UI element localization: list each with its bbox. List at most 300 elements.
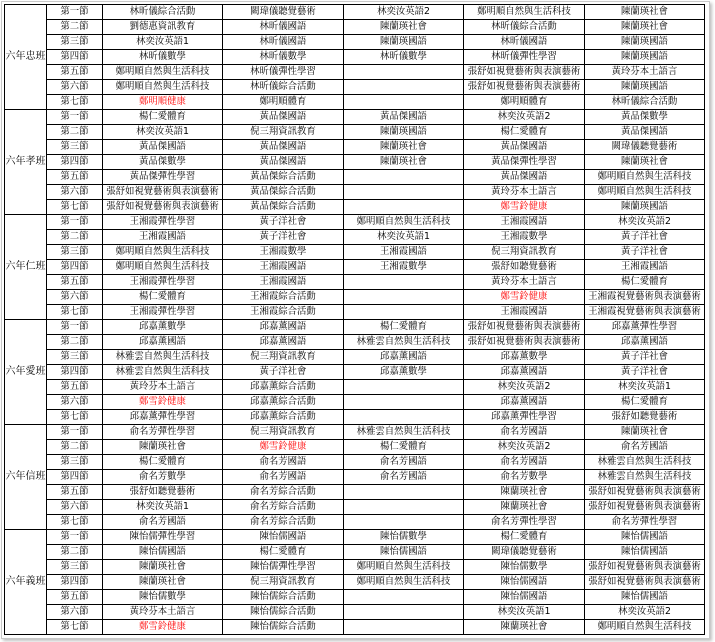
schedule-row [5,95,705,110]
lesson-cell: 劉德惠資訊教育 [103,20,223,35]
schedule-row [5,125,705,140]
lesson-cell [344,590,464,605]
period-cell: 第五節 [47,170,103,185]
period-cell: 第四節 [47,575,103,590]
lesson-cell: 陳蘭瑛社會 [585,20,705,35]
schedule-row [5,530,705,545]
lesson-cell: 陳怡儒彈性學習 [223,560,344,575]
lesson-cell: 林昕儀綜合活動 [585,95,705,110]
lesson-cell: 林奕汝英語1 [103,35,223,50]
lesson-cell: 楊仁愛體育 [464,530,585,545]
lesson-cell: 邱嘉薰國語 [585,335,705,350]
lesson-cell: 張舒如視覺藝術與表演藝術 [464,335,585,350]
lesson-cell: 邱嘉薰國語 [464,395,585,410]
lesson-cell: 陳蘭瑛社會 [103,440,223,455]
lesson-cell: 楊仁愛體育 [344,440,464,455]
lesson-cell [344,410,464,425]
schedule-row [5,605,705,620]
schedule-row [5,545,705,560]
lesson-cell [344,185,464,200]
lesson-cell: 陳怡儒國語 [344,545,464,560]
lesson-cell: 鄭明順自然與生活科技 [103,80,223,95]
lesson-cell: 張舒如視覺藝術與表演藝術 [464,80,585,95]
lesson-cell [344,395,464,410]
lesson-cell: 林昕儀綜合活動 [464,20,585,35]
period-cell: 第三節 [47,245,103,260]
schedule-body [5,5,705,635]
lesson-cell: 鄭明順自然與生活科技 [344,215,464,230]
lesson-cell: 鄭雪鈴健康 [103,395,223,410]
lesson-cell [344,500,464,515]
lesson-cell: 俞名芳國語 [223,455,344,470]
lesson-cell: 楊仁愛體育 [103,290,223,305]
period-cell: 第二節 [47,20,103,35]
lesson-cell: 陳怡儒國語 [103,545,223,560]
lesson-cell [344,620,464,635]
lesson-cell: 林昕儀國語 [223,35,344,50]
lesson-cell: 張舒如視覺藝術與表演藝術 [103,200,223,215]
lesson-cell: 林奕汝英語1 [464,605,585,620]
schedule-row [5,485,705,500]
lesson-cell: 闕瑋儀聽覺藝術 [223,5,344,20]
class-name-cell: 六年信班 [5,425,47,530]
period-cell: 第五節 [47,65,103,80]
lesson-cell: 鄭雪鈴健康 [103,620,223,635]
schedule-row [5,620,705,635]
period-cell: 第六節 [47,185,103,200]
lesson-cell: 黃玲芬本土語言 [464,185,585,200]
lesson-cell: 王湘霞數學 [223,245,344,260]
schedule-row [5,560,705,575]
period-cell: 第三節 [47,35,103,50]
schedule-row [5,335,705,350]
lesson-cell: 陳蘭瑛國語 [585,200,705,215]
lesson-cell: 黃品傑國語 [223,155,344,170]
lesson-cell: 邱嘉薰國語 [103,335,223,350]
lesson-cell: 林奕汝英語1 [103,125,223,140]
lesson-cell: 鄭雪鈴健康 [223,440,344,455]
lesson-cell: 林昕儀綜合活動 [103,5,223,20]
lesson-cell: 林昕儀彈性學習 [464,50,585,65]
lesson-cell: 張舒如視覺藝術與表演藝術 [585,485,705,500]
lesson-cell: 鄭明順自然與生活科技 [585,185,705,200]
lesson-cell: 鄭雪鈴健康 [464,290,585,305]
lesson-cell: 黃子洋社會 [223,365,344,380]
schedule-row [5,425,705,440]
period-cell: 第六節 [47,395,103,410]
lesson-cell: 陳怡儒國語 [223,530,344,545]
lesson-cell: 鄭明順自然與生活科技 [464,5,585,20]
schedule-row [5,305,705,320]
period-cell: 第四節 [47,260,103,275]
lesson-cell: 陳蘭瑛國語 [585,80,705,95]
lesson-cell: 黃品傑彈性學習 [103,170,223,185]
lesson-cell: 俞名芳綜合活動 [223,500,344,515]
lesson-cell: 陳蘭瑛國語 [344,35,464,50]
period-cell: 第六節 [47,80,103,95]
class-name-cell: 六年忠班 [5,5,47,110]
schedule-row [5,365,705,380]
lesson-cell: 林奕汝英語1 [585,380,705,395]
lesson-cell: 邱嘉薰數學 [103,320,223,335]
period-cell: 第五節 [47,485,103,500]
period-cell: 第五節 [47,275,103,290]
lesson-cell: 張舒如視覺藝術與表演藝術 [585,575,705,590]
lesson-cell: 鄭明順自然與生活科技 [103,260,223,275]
lesson-cell: 倪三翔資訊教育 [223,575,344,590]
lesson-cell: 林雅雲自然與生活科技 [103,350,223,365]
period-cell: 第二節 [47,545,103,560]
lesson-cell: 黃子洋社會 [585,365,705,380]
lesson-cell: 邱嘉薰數學 [464,350,585,365]
schedule-row [5,455,705,470]
lesson-cell: 王湘霞國語 [585,260,705,275]
schedule-row [5,230,705,245]
lesson-cell: 邱嘉薰國語 [464,365,585,380]
lesson-cell: 林昕儀國語 [223,20,344,35]
lesson-cell: 俞名芳彈性學習 [464,515,585,530]
lesson-cell: 張舒如聽覺藝術 [464,260,585,275]
lesson-cell: 楊仁愛體育 [103,110,223,125]
lesson-cell: 林奕汝英語2 [464,440,585,455]
lesson-cell: 俞名芳國語 [585,440,705,455]
lesson-cell: 林奕汝英語2 [585,215,705,230]
lesson-cell: 王湘霞國語 [344,245,464,260]
lesson-cell: 王湘霞綜合活動 [223,305,344,320]
lesson-cell: 黃品傑國語 [464,170,585,185]
lesson-cell: 黃品傑國語 [585,125,705,140]
lesson-cell: 王湘霞彈性學習 [103,305,223,320]
class-name-cell: 六年孝班 [5,110,47,215]
schedule-row [5,500,705,515]
lesson-cell: 黃子洋社會 [585,245,705,260]
lesson-cell: 楊仁愛體育 [103,455,223,470]
schedule-row [5,575,705,590]
schedule-row [5,515,705,530]
period-cell: 第一節 [47,425,103,440]
lesson-cell: 林昕儀數學 [103,50,223,65]
lesson-cell: 張舒如聽覺藝術 [585,410,705,425]
period-cell: 第一節 [47,530,103,545]
lesson-cell: 俞名芳國語 [464,425,585,440]
period-cell: 第六節 [47,290,103,305]
lesson-cell: 俞名芳綜合活動 [223,515,344,530]
lesson-cell: 林奕汝英語1 [103,500,223,515]
lesson-cell: 陳蘭瑛社會 [103,560,223,575]
lesson-cell: 王湘霞數學 [344,260,464,275]
lesson-cell: 張舒如視覺藝術與表演藝術 [585,560,705,575]
lesson-cell: 王湘霞國語 [103,230,223,245]
lesson-cell: 俞名芳數學 [464,470,585,485]
lesson-cell: 倪三翔資訊教育 [223,350,344,365]
lesson-cell: 楊仁愛體育 [223,545,344,560]
lesson-cell: 倪三翔資訊教育 [223,125,344,140]
lesson-cell: 陳蘭瑛社會 [464,485,585,500]
lesson-cell: 闕瑋儀聽覺藝術 [464,545,585,560]
lesson-cell: 王湘霞彈性學習 [103,275,223,290]
lesson-cell: 黃品傑國語 [223,140,344,155]
schedule-row [5,320,705,335]
schedule-row [5,155,705,170]
lesson-cell: 黃品傑數學 [103,155,223,170]
lesson-cell: 陳蘭瑛社會 [585,155,705,170]
lesson-cell: 陳怡儒數學 [464,560,585,575]
period-cell: 第四節 [47,50,103,65]
lesson-cell: 王湘霞數學 [464,230,585,245]
lesson-cell: 陳怡儒國語 [585,590,705,605]
schedule-row [5,185,705,200]
lesson-cell: 邱嘉薰彈性學習 [585,320,705,335]
lesson-cell: 張舒如聽覺藝術 [103,485,223,500]
lesson-cell [344,95,464,110]
lesson-cell: 邱嘉薰國語 [344,350,464,365]
lesson-cell: 林雅雲自然與生活科技 [585,455,705,470]
lesson-cell: 倪三翔資訊教育 [464,245,585,260]
lesson-cell [344,80,464,95]
schedule-row [5,20,705,35]
lesson-cell [344,485,464,500]
lesson-cell: 邱嘉薰國語 [223,320,344,335]
lesson-cell: 林雅雲自然與生活科技 [585,470,705,485]
lesson-cell [344,380,464,395]
period-cell: 第七節 [47,200,103,215]
lesson-cell: 鄭明順體育 [223,95,344,110]
lesson-cell: 黃品傑綜合活動 [223,200,344,215]
lesson-cell: 林雅雲自然與生活科技 [103,365,223,380]
period-cell: 第二節 [47,440,103,455]
period-cell: 第三節 [47,140,103,155]
class-name-cell: 六年義班 [5,530,47,635]
lesson-cell: 黃子洋社會 [223,230,344,245]
lesson-cell: 王湘霞視覺藝術與表演藝術 [585,305,705,320]
lesson-cell: 林雅雲自然與生活科技 [344,335,464,350]
lesson-cell: 黃子洋社會 [585,230,705,245]
period-cell: 第四節 [47,365,103,380]
lesson-cell: 林奕汝英語2 [344,5,464,20]
period-cell: 第七節 [47,305,103,320]
lesson-cell: 邱嘉薰數學 [344,365,464,380]
schedule-row [5,275,705,290]
period-cell: 第二節 [47,335,103,350]
lesson-cell: 王湘霞國語 [223,260,344,275]
lesson-cell: 陳蘭瑛社會 [103,575,223,590]
schedule-row [5,380,705,395]
lesson-cell: 陳蘭瑛國語 [344,125,464,140]
period-cell: 第七節 [47,410,103,425]
lesson-cell: 邱嘉薰彈性學習 [464,410,585,425]
lesson-cell: 黃品傑彈性學習 [464,155,585,170]
lesson-cell: 俞名芳國語 [223,470,344,485]
lesson-cell: 陳怡儒國語 [464,590,585,605]
lesson-cell: 俞名芳國語 [103,515,223,530]
lesson-cell: 陳怡儒綜合活動 [223,620,344,635]
lesson-cell: 鄭明順自然與生活科技 [103,245,223,260]
lesson-cell: 林奕汝英語2 [585,605,705,620]
lesson-cell: 俞名芳彈性學習 [103,425,223,440]
schedule-row [5,215,705,230]
lesson-cell: 楊仁愛體育 [585,275,705,290]
schedule-row [5,110,705,125]
period-cell: 第一節 [47,110,103,125]
lesson-cell: 陳蘭瑛社會 [344,20,464,35]
lesson-cell: 鄭雪鈴健康 [464,200,585,215]
schedule-row [5,290,705,305]
lesson-cell: 林昕儀綜合活動 [223,80,344,95]
lesson-cell: 陳怡儒綜合活動 [223,605,344,620]
lesson-cell: 俞名芳彈性學習 [585,515,705,530]
lesson-cell: 張舒如視覺藝術與表演藝術 [103,185,223,200]
lesson-cell [344,170,464,185]
lesson-cell: 陳蘭瑛國語 [585,35,705,50]
lesson-cell: 俞名芳國語 [464,455,585,470]
lesson-cell: 王湘霞國語 [464,215,585,230]
lesson-cell: 邱嘉薰綜合活動 [223,380,344,395]
lesson-cell: 鄭明順自然與生活科技 [344,575,464,590]
schedule-row [5,245,705,260]
lesson-cell: 林奕汝英語1 [344,230,464,245]
lesson-cell: 鄭明順自然與生活科技 [585,170,705,185]
lesson-cell: 王湘霞視覺藝術與表演藝術 [585,290,705,305]
lesson-cell: 邱嘉薰彈性學習 [103,410,223,425]
lesson-cell: 黃品傑綜合活動 [223,185,344,200]
lesson-cell: 邱嘉薰綜合活動 [223,395,344,410]
schedule-row [5,590,705,605]
lesson-cell: 黃玲芬本土語言 [103,380,223,395]
period-cell: 第六節 [47,605,103,620]
period-cell: 第二節 [47,230,103,245]
lesson-cell: 黃玲芬本土語言 [103,605,223,620]
lesson-cell: 陳蘭瑛社會 [344,140,464,155]
period-cell: 第三節 [47,455,103,470]
lesson-cell: 林昕儀國語 [464,35,585,50]
period-cell: 第七節 [47,515,103,530]
period-cell: 第五節 [47,380,103,395]
lesson-cell: 黃品傑綜合活動 [223,170,344,185]
class-schedule-table [4,4,705,635]
lesson-cell: 俞名芳國語 [344,470,464,485]
lesson-cell: 陳蘭瑛社會 [585,5,705,20]
lesson-cell [344,275,464,290]
lesson-cell [344,605,464,620]
lesson-cell [344,305,464,320]
lesson-cell: 闕瑋儀聽覺藝術 [585,140,705,155]
schedule-row [5,395,705,410]
lesson-cell: 王湘霞國語 [464,305,585,320]
lesson-cell: 俞名芳國語 [344,455,464,470]
lesson-cell: 陳怡儒國語 [464,575,585,590]
period-cell: 第七節 [47,620,103,635]
lesson-cell: 王湘霞國語 [223,275,344,290]
lesson-cell: 林昕儀數學 [223,50,344,65]
lesson-cell [344,515,464,530]
lesson-cell: 鄭明順自然與生活科技 [103,65,223,80]
period-cell: 第三節 [47,560,103,575]
schedule-row [5,50,705,65]
schedule-image-frame [1,1,710,639]
lesson-cell: 黃子洋社會 [223,215,344,230]
lesson-cell: 黃玲芬本土語言 [464,275,585,290]
period-cell: 第七節 [47,95,103,110]
lesson-cell: 鄭明順體育 [464,95,585,110]
class-name-cell: 六年愛班 [5,320,47,425]
lesson-cell: 邱嘉薰綜合活動 [223,410,344,425]
lesson-cell: 陳蘭瑛社會 [585,425,705,440]
lesson-cell: 張舒如視覺藝術與表演藝術 [585,500,705,515]
lesson-cell: 倪三翔資訊教育 [223,425,344,440]
period-cell: 第一節 [47,215,103,230]
lesson-cell: 黃子洋社會 [585,350,705,365]
lesson-cell: 黃玲芬本土語言 [585,65,705,80]
lesson-cell: 陳怡儒國語 [585,545,705,560]
period-cell: 第四節 [47,470,103,485]
lesson-cell: 陳蘭瑛社會 [464,500,585,515]
period-cell: 第三節 [47,350,103,365]
lesson-cell: 張舒如視覺藝術與表演藝術 [464,320,585,335]
lesson-cell: 陳怡儒數學 [103,590,223,605]
lesson-cell: 鄭明順自然與生活科技 [344,560,464,575]
lesson-cell: 黃品傑國語 [464,140,585,155]
lesson-cell: 黃品傑國語 [223,110,344,125]
lesson-cell: 楊仁愛體育 [585,395,705,410]
lesson-cell: 陳怡儒彈性學習 [103,530,223,545]
schedule-row [5,140,705,155]
period-cell: 第五節 [47,590,103,605]
lesson-cell: 陳蘭瑛社會 [464,620,585,635]
schedule-row [5,410,705,425]
lesson-cell: 俞名芳綜合活動 [223,485,344,500]
lesson-cell: 陳怡儒數學 [344,530,464,545]
lesson-cell: 林昕儀彈性學習 [223,65,344,80]
lesson-cell: 黃品傑國語 [344,110,464,125]
lesson-cell: 林昕儀數學 [344,50,464,65]
lesson-cell: 林奕汝英語2 [464,110,585,125]
schedule-row [5,170,705,185]
lesson-cell: 王湘霞綜合活動 [223,290,344,305]
class-name-cell: 六年仁班 [5,215,47,320]
lesson-cell [344,200,464,215]
lesson-cell: 黃品傑數學 [585,110,705,125]
lesson-cell: 黃品傑國語 [103,140,223,155]
lesson-cell: 鄭明順自然與生活科技 [585,620,705,635]
schedule-row [5,440,705,455]
schedule-row [5,350,705,365]
period-cell: 第四節 [47,155,103,170]
lesson-cell: 陳蘭瑛國語 [585,50,705,65]
lesson-cell: 陳蘭瑛社會 [344,155,464,170]
schedule-row [5,65,705,80]
schedule-row [5,260,705,275]
schedule-row [5,35,705,50]
lesson-cell [344,65,464,80]
lesson-cell: 俞名芳數學 [103,470,223,485]
lesson-cell: 張舒如視覺藝術與表演藝術 [464,65,585,80]
period-cell: 第一節 [47,320,103,335]
schedule-row [5,200,705,215]
period-cell: 第一節 [47,5,103,20]
lesson-cell: 陳怡儒國語 [585,530,705,545]
schedule-row [5,470,705,485]
period-cell: 第六節 [47,500,103,515]
lesson-cell: 楊仁愛體育 [344,320,464,335]
lesson-cell: 楊仁愛體育 [464,125,585,140]
lesson-cell [344,290,464,305]
schedule-row [5,80,705,95]
lesson-cell: 王湘霞彈性學習 [103,215,223,230]
lesson-cell: 林雅雲自然與生活科技 [344,425,464,440]
lesson-cell: 邱嘉薰國語 [223,335,344,350]
period-cell: 第二節 [47,125,103,140]
lesson-cell: 陳怡儒綜合活動 [223,590,344,605]
